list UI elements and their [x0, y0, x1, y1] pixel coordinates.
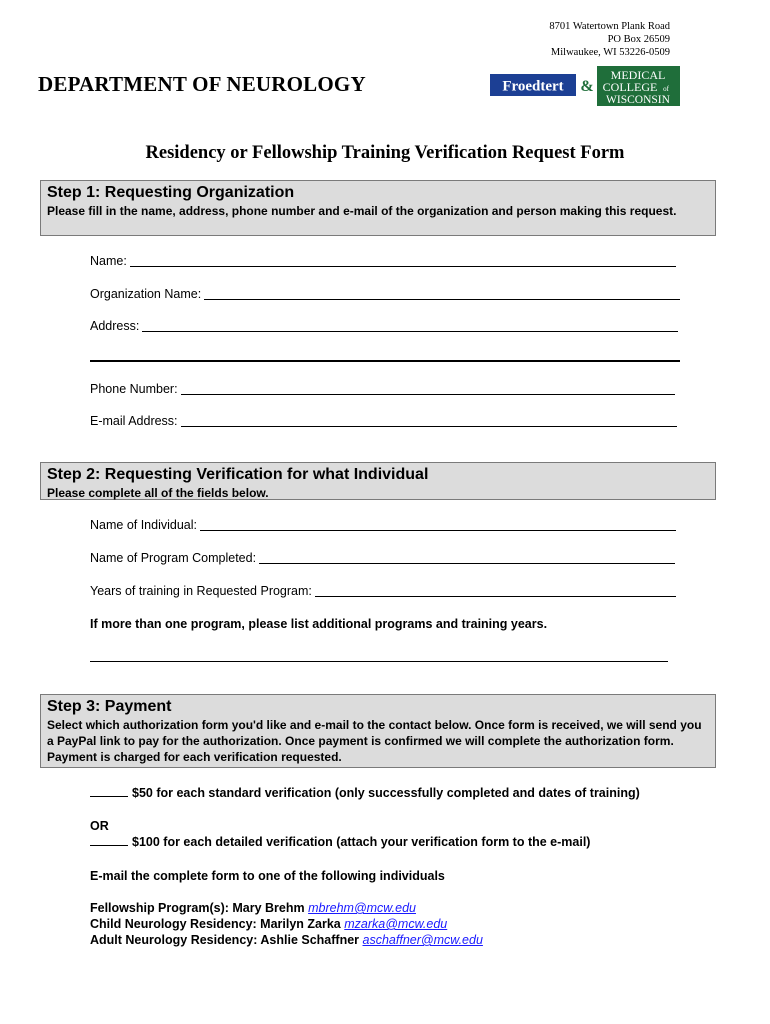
option-detailed-blank[interactable] — [90, 834, 128, 846]
department-title: DEPARTMENT OF NEUROLOGY — [38, 72, 366, 96]
name-input-line[interactable] — [130, 254, 676, 267]
address-field[interactable] — [90, 318, 678, 334]
organization-name-label: Organization Name: — [90, 287, 202, 301]
individual-name-input-line[interactable] — [200, 518, 676, 531]
organization-name-input-line[interactable] — [204, 287, 680, 300]
years-training-input-line[interactable] — [315, 584, 676, 597]
step3-title: Step 3: Payment — [47, 698, 172, 715]
email-instruction: E-mail the complete form to one of the following individuals — [90, 869, 445, 883]
svg-text:COLLEGE: COLLEGE — [602, 80, 658, 94]
additional-programs-note: If more than one program, please list additional programs and training years. — [90, 617, 548, 631]
organization-name-field[interactable] — [90, 286, 680, 302]
step2-title: Step 2: Requesting Verification for what Individual — [47, 466, 429, 483]
contact-email-link[interactable]: mzarka@mcw.edu — [344, 917, 448, 931]
email-address-input-line[interactable] — [181, 414, 677, 427]
contact-adult-neurology — [90, 932, 483, 948]
svg-text:Froedtert: Froedtert — [502, 78, 564, 95]
program-completed-label: Name of Program Completed: — [90, 551, 257, 565]
option-standard-label: $50 for each standard verification (only successfully completed and dates of training) — [132, 786, 640, 800]
address-block — [549, 20, 670, 59]
contact-child-neurology — [90, 916, 447, 932]
option-detailed-label: $100 for each detailed verification (attach your verification form to the e-mail) — [132, 835, 591, 849]
program-completed-input-line[interactable] — [259, 551, 675, 564]
option-standard-blank[interactable] — [90, 785, 128, 797]
step2-header-box — [40, 462, 716, 500]
step3-description: Select which authorization form you'd like and e-mail to the contact below. Once form is received, we will send you a PayPal link to pay for the authorization. Once payment is confirmed we will complete the authorization form. Payment is charged for each verification requested. — [47, 718, 702, 764]
address-line: 8701 Watertown Plank Road — [549, 21, 670, 32]
years-training-label: Years of training in Requested Program: — [90, 584, 312, 598]
email-address-field[interactable] — [90, 413, 677, 429]
address-line: Milwaukee, WI 53226-0509 — [550, 47, 670, 58]
address-input-line[interactable] — [142, 319, 678, 332]
name-label: Name: — [90, 254, 127, 268]
individual-name-field[interactable] — [90, 517, 676, 533]
phone-number-input-line[interactable] — [181, 382, 675, 395]
step2-description: Please complete all of the fields below. — [47, 486, 269, 500]
address-line: PO Box 26509 — [607, 34, 670, 45]
email-address-label: E-mail Address: — [90, 414, 178, 428]
froedtert-mcw-logo — [490, 66, 680, 106]
years-training-field[interactable] — [90, 583, 676, 599]
svg-text:of: of — [663, 85, 669, 93]
contact-email-link[interactable]: mbrehm@mcw.edu — [308, 901, 416, 915]
svg-text:MEDICAL: MEDICAL — [610, 68, 666, 82]
form-title: Residency or Fellowship Training Verification Request Form — [145, 143, 625, 163]
option-detailed — [90, 834, 690, 850]
step1-title: Step 1: Requesting Organization — [47, 184, 295, 201]
step1-header-box — [40, 180, 716, 236]
contact-email-link[interactable]: aschaffner@mcw.edu — [362, 933, 483, 947]
name-field[interactable] — [90, 253, 676, 269]
svg-text:&: & — [580, 78, 594, 95]
or-label: OR — [90, 819, 109, 833]
address-label: Address: — [90, 319, 140, 333]
contact-label: Child Neurology Residency: Marilyn Zarka — [90, 917, 341, 931]
step3-header-box — [40, 694, 716, 768]
svg-text:WISCONSIN: WISCONSIN — [606, 94, 670, 106]
address-second-line[interactable] — [90, 360, 680, 362]
step1-description: Please fill in the name, address, phone number and e-mail of the organization and person making this request. — [47, 204, 677, 218]
phone-number-field[interactable] — [90, 381, 675, 397]
contact-label: Adult Neurology Residency: Ashlie Schaffner — [90, 933, 360, 947]
program-completed-field[interactable] — [90, 550, 675, 566]
phone-number-label: Phone Number: — [90, 382, 178, 396]
contact-fellowship — [90, 900, 416, 916]
contact-label: Fellowship Program(s): Mary Brehm — [90, 901, 305, 915]
additional-programs-input-line[interactable] — [90, 661, 668, 662]
individual-name-label: Name of Individual: — [90, 518, 198, 532]
option-standard — [90, 785, 650, 801]
